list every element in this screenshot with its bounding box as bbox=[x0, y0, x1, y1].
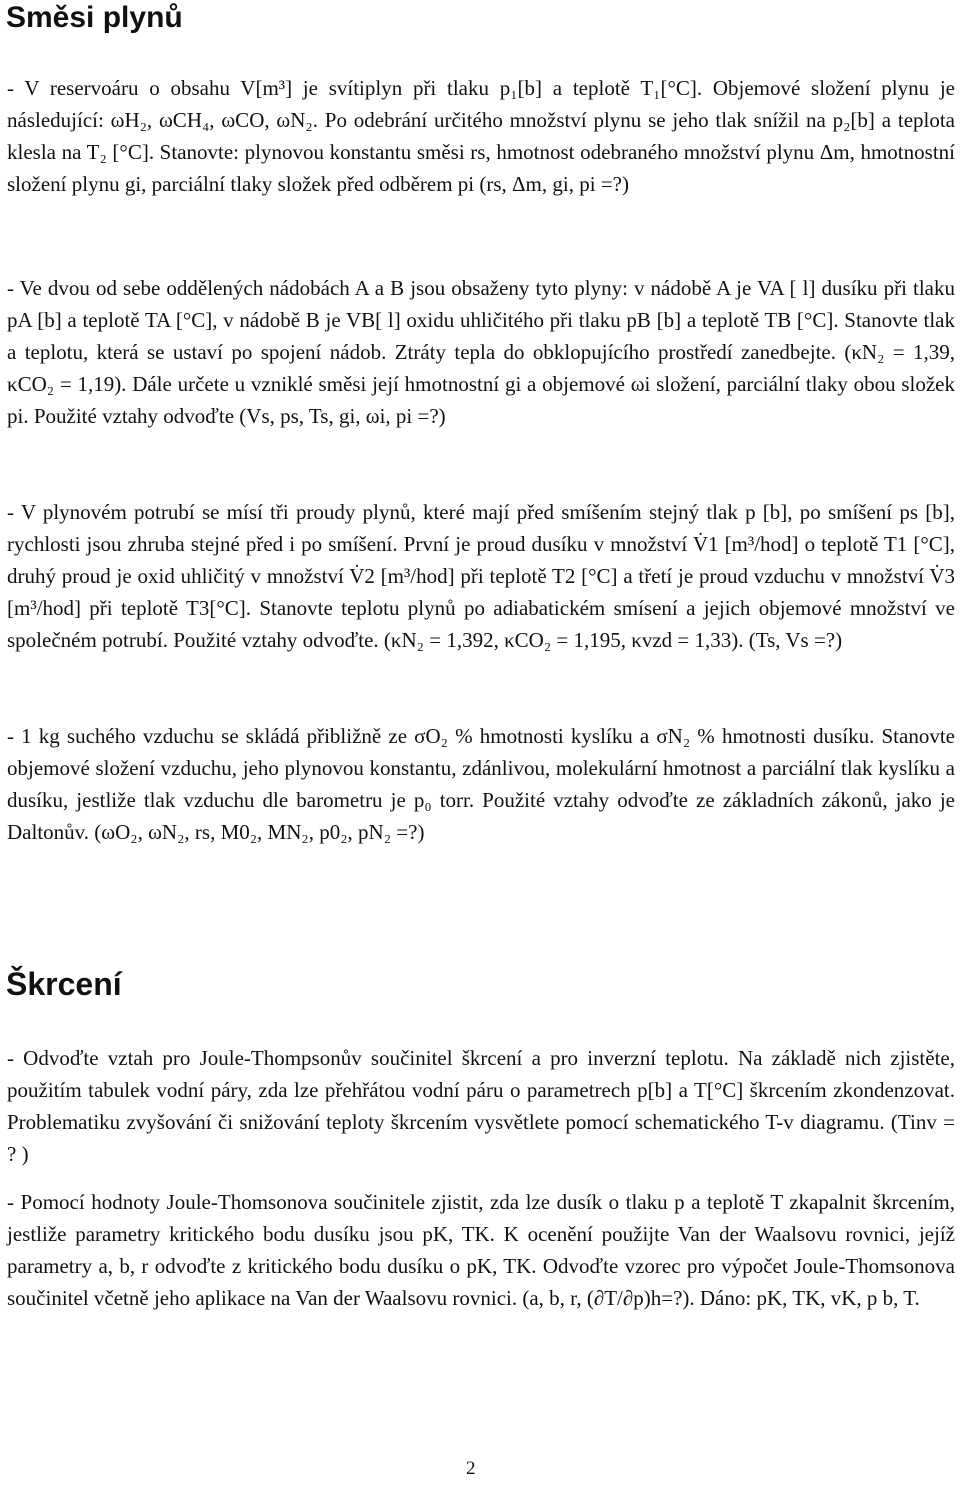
problem-paragraph: - V plynovém potrubí se mísí tři proudy plynů, které mají před smíšením stejný tlak p [b], po smíšení ps [b], rychlosti jsou zhruba stejné před i po smíšení. První je proud dusíku v množství V̇1 [m³/hod] o teplotě T1 [°C], druhý proud je oxid uhličitý v množství V̇2 [m³/hod] při teplotě T2 [°C] a třetí je proud vzduchu v množství V̇3 [m³/hod] při teplotě T3[°C]. Stanovte teplotu plynů po adiabatickém smísení a jejich objemové množství ve společném potrubí. Použité vztahy odvoďte. (κN₂ = 1,392, κCO₂ = 1,195, κvzd = 1,33). (Ts, Vs =?) bbox=[7, 500, 955, 652]
section-heading-throttling: Škrcení bbox=[6, 966, 122, 1002]
problem-paragraph: - Ve dvou od sebe oddělených nádobách A a B jsou obsaženy tyto plyny: v nádobě A je VA [ l] dusíku při tlaku pA [b] a teplotě TA [°C], v nádobě B je VB[ l] oxidu uhličitého při tlaku pB [b] a teplotě TB [°C]. Stanovte tlak a teplotu, která se ustaví po spojení nádob. Ztráty tepla do obklopujícího prostředí zanedbejte. (κN₂ = 1,39, κCO₂ = 1,19). Dále určete u vzniklé směsi její hmotnostní gi a objemové ωi složení, parciální tlaky obou složek pi. Použité vztahy odvoďte (Vs, ps, Ts, gi, ωi, pi =?) bbox=[7, 276, 955, 428]
page-number: 2 bbox=[466, 1458, 476, 1479]
problem-paragraph: - V reservoáru o obsahu V[m³] je svítiplyn při tlaku p₁[b] a teplotě T₁[°C]. Objemové složení plynu je následující: ωH₂, ωCH₄, ωCO, ωN₂. Po odebrání určitého množství plynu se jeho tlak snížil na p₂[b] a teplota klesla na T₂ [°C]. Stanovte: plynovou konstantu směsi rs, hmotnost odebraného množství plynu Δm, hmotnostní složení plynu gi, parciální tlaky složek před odběrem pi (rs, Δm, gi, pi =?) bbox=[7, 76, 955, 196]
section-heading-gas-mixtures: Směsi plynů bbox=[6, 1, 183, 34]
problem-paragraph: - Pomocí hodnoty Joule-Thomsonova součinitele zjistit, zda lze dusík o tlaku p a teplotě T zkapalnit škrcením, jestliže parametry kritického bodu dusíku jsou pK, TK. K ocenění použijte Van der Waalsovu rovnici, jejíž parametry a, b, r odvoďte z kritického bodu dusíku o pK, TK. Odvoďte vzorec pro výpočet Joule-Thomsonova součinitel včetně jeho aplikace na Van der Waalsovu rovnici. (a, b, r, (∂T/∂p)h=?). Dáno: pK, TK, vK, p b, T. bbox=[7, 1190, 955, 1310]
problem-paragraph: - Odvoďte vztah pro Joule-Thompsonův součinitel škrcení a pro inverzní teplotu. Na základě nich zjistěte, použitím tabulek vodní páry, zda lze přehřátou vodní páru o parametrech p[b] a T[°C] škrcením zkondenzovat. Problematiku zvyšování či snižování teploty škrcením vysvětlete pomocí schematického T-v diagramu. (Tinv = ? ) bbox=[7, 1046, 955, 1166]
problem-paragraph: - 1 kg suchého vzduchu se skládá přibližně ze σO₂ % hmotnosti kyslíku a σN₂ % hmotnosti dusíku. Stanovte objemové složení vzduchu, jeho plynovou konstantu, zdánlivou, molekulární hmotnost a parciální tlak kyslíku a dusíku, jestliže tlak vzduchu dle barometru je p₀ torr. Použité vztahy odvoďte ze základních zákonů, jako je Daltonův. (ωO₂, ωN₂, rs, M0₂, MN₂, p0₂, pN₂ =?) bbox=[7, 724, 955, 844]
